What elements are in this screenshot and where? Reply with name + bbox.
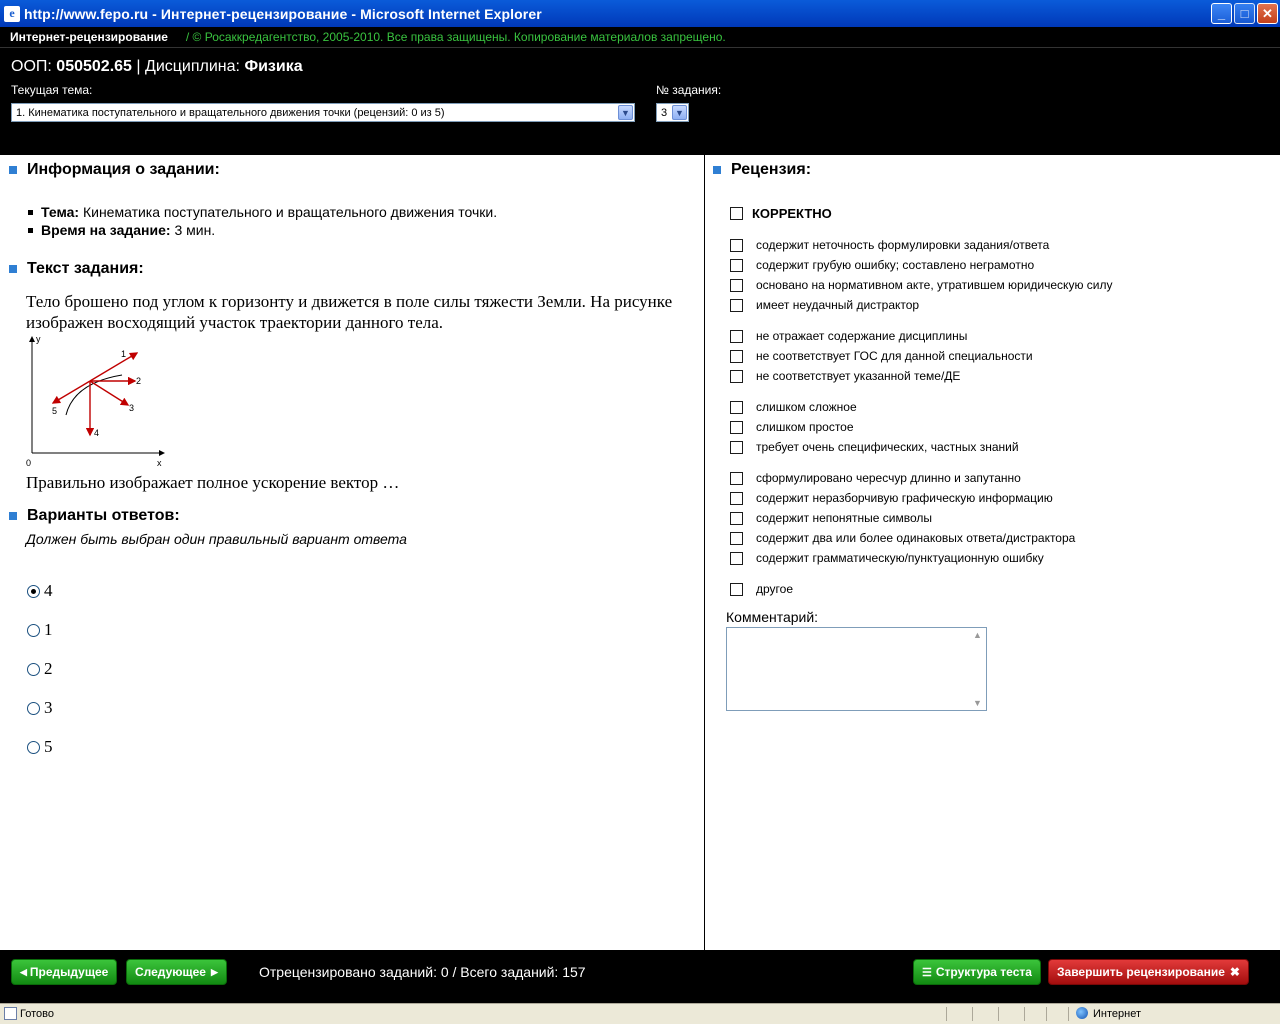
vector-4-label: 4 [94,428,100,438]
answers-hint: Должен быть выбран один правильный вариант ответа [26,531,407,547]
x-axis-label: x [157,458,162,468]
radio-button[interactable] [27,585,40,598]
checkbox-label: содержит непонятные символы [756,511,933,525]
discipline-label: | Дисциплина: [136,58,240,75]
status-separator [1068,1007,1069,1021]
checkbox-label: содержит два или более одинаковых ответа/дистрактора [756,531,1076,545]
chevron-left-icon: ◀ [20,966,27,977]
review-option[interactable] [730,491,1053,505]
review-option[interactable] [730,551,1044,565]
oop-label: ООП: [11,58,52,75]
task-number-label: № задания: [656,83,722,97]
review-option[interactable] [730,258,1034,272]
review-counter: Отрецензировано заданий: 0 / Всего заданий: 157 [259,964,586,980]
task-panel [0,155,704,950]
checkbox[interactable] [730,279,743,292]
ie-icon: e [4,6,20,22]
task-number-value: 3 [661,106,668,119]
bullet-square-icon [9,512,17,520]
test-structure-button[interactable] [913,959,1041,985]
page-icon [4,1007,17,1020]
app-name[interactable]: Интернет-рецензирование [10,30,168,44]
bullet-square-icon [9,166,17,174]
review-option[interactable] [730,582,793,596]
task-number-select[interactable] [656,103,689,122]
checkbox-label: имеет неудачный дистрактор [756,298,920,312]
checkbox[interactable] [730,492,743,505]
checkbox[interactable] [730,421,743,434]
review-section-title [713,161,811,179]
topic-label: Тема: [41,204,80,220]
theme-select[interactable] [11,103,635,122]
checkbox[interactable] [730,350,743,363]
review-option[interactable] [730,329,967,343]
y-axis-label: y [36,334,41,344]
oop-line [11,58,303,76]
review-option[interactable] [730,369,960,383]
checkbox-label: содержит грамматическую/пунктуационную ошибку [756,551,1044,565]
maximize-button[interactable]: □ [1234,3,1255,24]
globe-icon [1076,1007,1088,1019]
checkbox-label: другое [756,582,794,596]
next-button[interactable] [126,959,227,985]
review-panel [705,155,1280,950]
answer-option[interactable] [27,581,53,601]
bullet-square-icon [713,166,721,174]
list-icon: ☰ [922,966,932,979]
checkbox[interactable] [730,532,743,545]
minimize-button[interactable]: _ [1211,3,1232,24]
status-text: Готово [20,1008,54,1020]
security-zone: Интернет [1093,1008,1141,1020]
answer-label: 1 [44,620,53,639]
review-option[interactable] [730,400,857,414]
info-title-text: Информация о задании: [27,161,220,178]
close-icon: ✖ [1229,965,1240,979]
vector-3 [90,381,128,405]
vector-5 [53,381,90,403]
discipline-value: Физика [244,58,303,75]
review-option[interactable] [730,531,1075,545]
checkbox-label: сформулировано чересчур длинно и запутанно [756,471,1021,485]
review-correct-option[interactable] [730,206,832,221]
checkbox[interactable] [730,552,743,565]
status-separator [1024,1007,1025,1021]
previous-button[interactable] [11,959,117,985]
checkbox-label: требует очень специфических, частных знаний [756,440,1019,454]
app-header [0,27,1280,155]
checkbox[interactable] [730,583,743,596]
answer-option[interactable] [27,620,53,640]
status-separator [972,1007,973,1021]
review-option[interactable] [730,278,1112,292]
status-separator [998,1007,999,1021]
topic-value: Кинематика поступательного и вращательного движения точки. [82,204,498,220]
answers-section-title [9,507,180,525]
finish-review-label: Завершить рецензирование [1057,965,1225,979]
origin-label: 0 [26,458,32,468]
radio-button[interactable] [27,624,40,637]
answer-label: 5 [44,737,53,756]
theme-select-value: 1. Кинематика поступательного и вращательного движения точки (рецензий: 0 из 5) [16,106,445,119]
task-title-text: Текст задания: [27,260,144,277]
header-top-bar [0,27,1280,48]
answer-option[interactable] [27,698,53,718]
checkbox[interactable] [730,239,743,252]
time-label: Время на задание: [41,222,171,238]
comment-textarea[interactable] [726,627,987,711]
checkbox[interactable] [730,259,743,272]
checkbox-label: основано на нормативном акте, утратившем юридическую силу [756,278,1113,292]
info-topic [28,203,497,221]
finish-review-button[interactable] [1048,959,1249,985]
info-time [28,221,497,239]
checkbox[interactable] [730,472,743,485]
vector-1-label: 1 [121,349,127,359]
review-option[interactable] [730,298,919,312]
task-question: Правильно изображает полное ускорение вектор … [26,473,400,492]
comment-scrollbar[interactable] [970,628,986,710]
checkbox[interactable] [730,401,743,414]
review-title-text: Рецензия: [731,161,812,178]
scroll-down-icon[interactable]: ▼ [973,698,982,708]
answer-label: 4 [44,581,53,600]
checkbox[interactable] [730,512,743,525]
checkbox-label: содержит неразборчивую графическую информацию [756,491,1053,505]
checkbox-label: не отражает содержание дисциплины [756,329,968,343]
review-option[interactable] [730,511,932,525]
copyright-text: / © Росаккредагентство, 2005-2010. Все права защищены. Копирование материалов запрещено. [185,30,726,44]
radio-button[interactable] [27,741,40,754]
chevron-down-icon[interactable]: ▼ [618,105,633,120]
review-option[interactable] [730,349,1033,363]
footer-bar [0,950,1280,1003]
review-option[interactable] [730,238,1049,252]
checkbox-label: содержит неточность формулировки задания/ответа [756,238,1050,252]
status-separator [946,1007,947,1021]
checkbox[interactable] [730,441,743,454]
previous-button-label: Предыдущее [29,965,109,979]
close-window-button[interactable]: ✕ [1257,3,1278,24]
checkbox-label: содержит грубую ошибку; составлено неграмотно [756,258,1035,272]
status-bar [0,1003,1280,1024]
vector-5-label: 5 [52,406,58,416]
task-section-title [9,260,144,278]
window-title: http://www.fepo.ru - Интернет-рецензирование - Microsoft Internet Explorer [24,5,542,22]
checkbox-label: КОРРЕКТНО [752,206,832,221]
theme-label: Текущая тема: [11,83,93,97]
window-titlebar [0,0,1280,27]
answers-title-text: Варианты ответов: [27,507,180,524]
checkbox[interactable] [730,207,743,220]
status-separator [1046,1007,1047,1021]
task-text: Тело брошено под углом к горизонту и движется в поле силы тяжести Земли. На рисунке изображен восходящий участок траектории данного тела. [26,292,673,332]
checkbox-label: слишком сложное [756,400,857,414]
answer-option[interactable] [27,659,53,679]
scroll-up-icon[interactable]: ▲ [973,630,982,640]
test-structure-label: Структура теста [935,965,1032,979]
time-value: 3 мин. [174,222,216,238]
checkbox-label: не соответствует указанной теме/ДЕ [756,369,961,383]
info-list [28,203,497,239]
radio-button[interactable] [27,702,40,715]
checkbox-label: слишком простое [756,420,854,434]
trajectory-diagram [22,333,172,473]
next-button-label: Следующее [135,965,206,979]
answer-label: 2 [44,659,53,678]
checkbox[interactable] [730,330,743,343]
chevron-right-icon: ▶ [210,966,218,977]
checkbox-label: не соответствует ГОС для данной специальности [756,349,1033,363]
review-option[interactable] [730,420,854,434]
vector-2-label: 2 [136,376,142,386]
chevron-down-icon[interactable]: ▼ [672,105,687,120]
comment-label: Комментарий: [726,609,819,625]
bullet-square-icon [9,265,17,273]
review-option[interactable] [730,440,1019,454]
checkbox[interactable] [730,299,743,312]
answer-option[interactable] [27,737,53,757]
vector-3-label: 3 [129,403,135,413]
answer-label: 3 [44,698,53,717]
oop-value: 050502.65 [56,58,132,75]
info-section-title [9,161,220,179]
review-option[interactable] [730,471,1021,485]
checkbox[interactable] [730,370,743,383]
radio-button[interactable] [27,663,40,676]
